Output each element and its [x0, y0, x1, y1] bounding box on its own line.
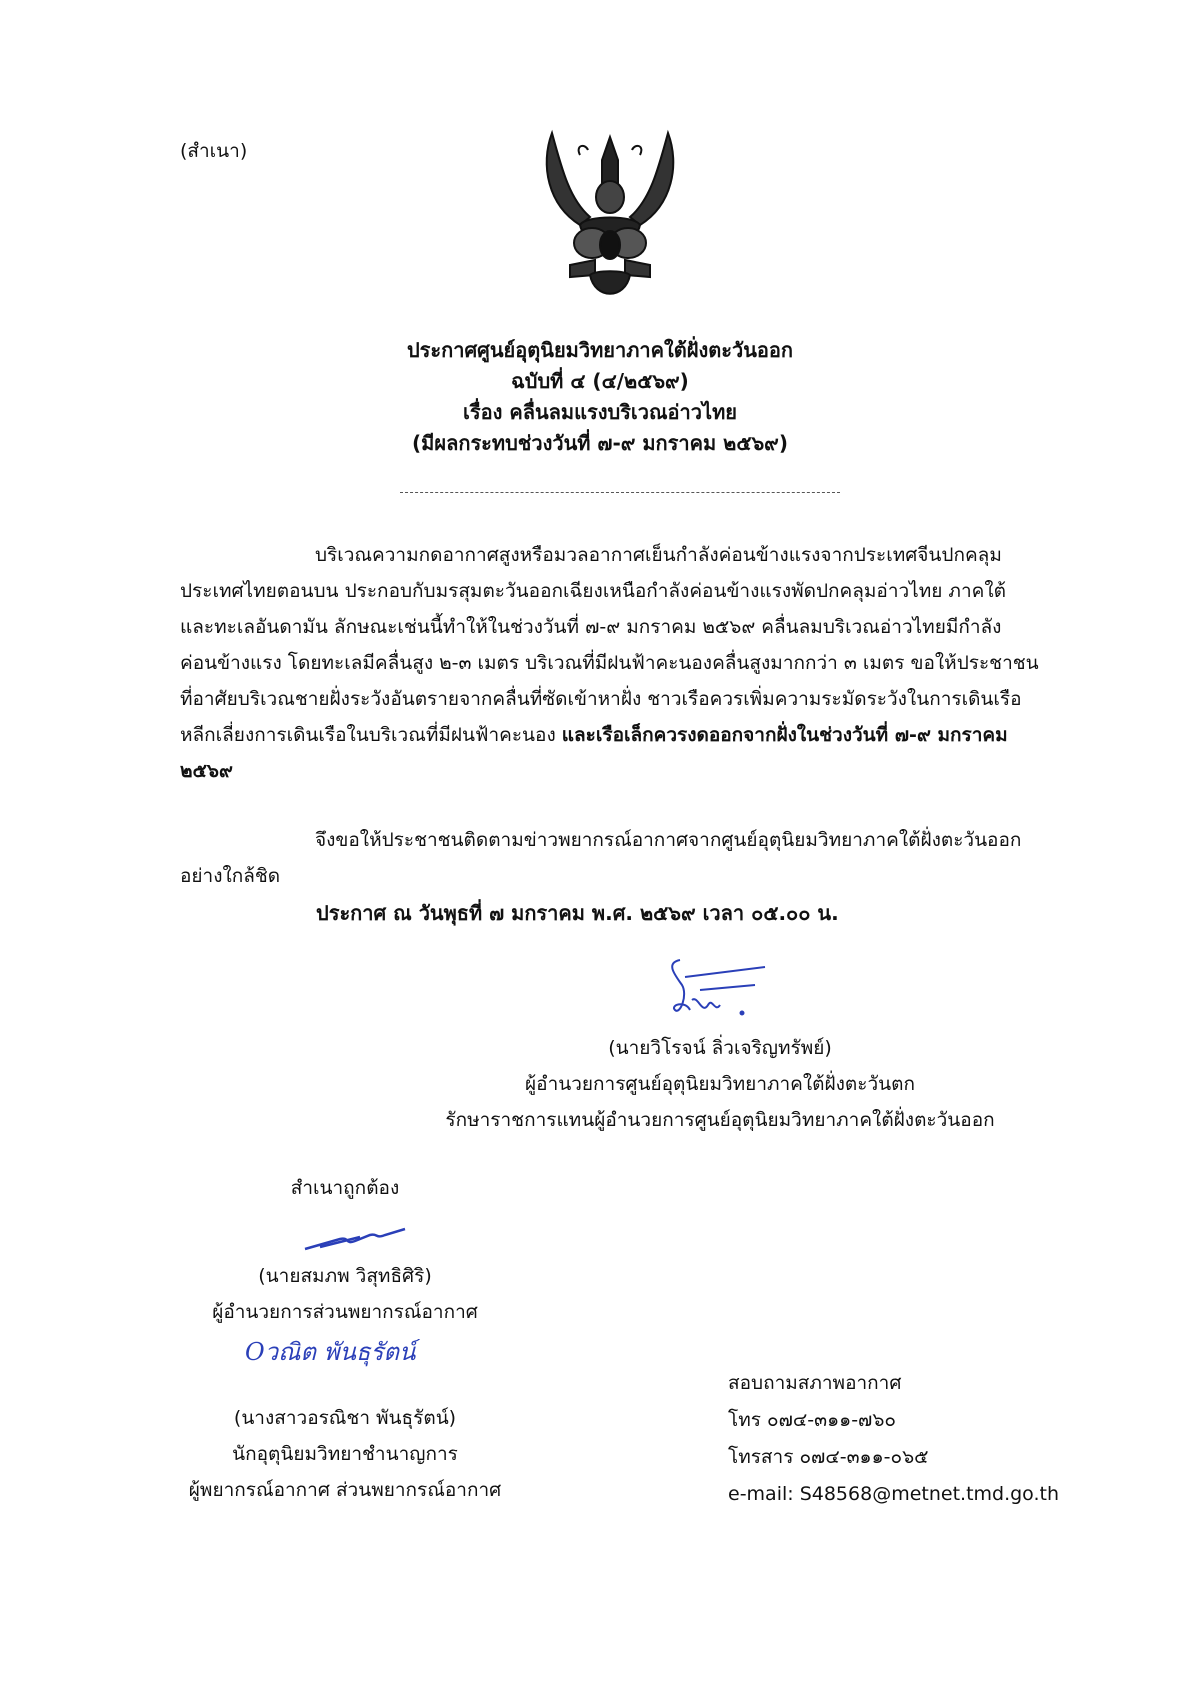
signer-3-role: ผู้พยากรณ์อากาศ ส่วนพยากรณ์อากาศ — [188, 1479, 502, 1501]
contact-title: สอบถามสภาพอากาศ — [728, 1372, 902, 1394]
heading-subject: เรื่อง คลื่นลมแรงบริเวณอ่าวไทย — [463, 400, 737, 424]
signer-1-name: (นายวิโรจน์ ลิ่วเจริญทรัพย์) — [608, 1037, 832, 1059]
body-line: บริเวณความกดอากาศสูงหรือมวลอากาศเย็นกำลังค่อนข้างแรงจากประเทศจีนปกคลุม — [315, 544, 1002, 566]
signer-1-position: ผู้อำนวยการศูนย์อุตุนิยมวิทยาภาคใต้ฝั่งตะวันตก — [525, 1073, 915, 1095]
signature-1-icon — [660, 955, 770, 1025]
small-boat-warning: และเรือเล็กควรงดออกจากฝั่งในช่วงวันที่ ๗-๙ มกราคม — [561, 724, 1008, 746]
body-line: ประเทศไทยตอนบน ประกอบกับมรสุมตะวันออกเฉียงเหนือกำลังค่อนข้างแรงพัดปกคลุมอ่าวไทย ภาคใต้ — [180, 580, 1006, 602]
heading-effective: (มีผลกระทบช่วงวันที่ ๗-๙ มกราคม ๒๕๖๙) — [412, 431, 788, 455]
announce-date: ประกาศ ณ วันพุธที่ ๗ มกราคม พ.ศ. ๒๕๖๙ เวลา ๐๕.๐๐ น. — [316, 901, 839, 925]
signer-1-block — [420, 1030, 1020, 1138]
signer-2-block — [180, 1258, 510, 1330]
signer-3-position: นักอุตุนิยมวิทยาชำนาญการ — [232, 1443, 458, 1465]
garuda-emblem-icon — [540, 125, 680, 300]
copy-label: (สำเนา) — [180, 140, 248, 162]
signature-2-icon — [300, 1225, 410, 1253]
follow-line: อย่างใกล้ชิด — [180, 865, 281, 887]
contact-phone: โทร ๐๗๔-๓๑๑-๗๖๐ — [728, 1409, 897, 1431]
body-line: ๒๕๖๙ — [180, 760, 233, 782]
body-line — [180, 717, 1075, 753]
body-paragraph — [180, 537, 1075, 789]
heading-issue: ฉบับที่ ๔ (๔/๒๕๖๙) — [511, 369, 689, 393]
contact-email[interactable]: e-mail: S48568@metnet.tmd.go.th — [728, 1483, 1060, 1505]
contact-block — [728, 1365, 1059, 1513]
signer-2-position: ผู้อำนวยการส่วนพยากรณ์อากาศ — [212, 1301, 478, 1323]
signer-1-acting: รักษาราชการแทนผู้อำนวยการศูนย์อุตุนิยมวิทยาภาคใต้ฝั่งตะวันออก — [445, 1109, 995, 1131]
body-line-normal: หลีกเลี่ยงการเดินเรือในบริเวณที่มีฝนฟ้าคะนอง — [180, 724, 562, 746]
signer-2-name: (นายสมภพ วิสุทธิศิริ) — [258, 1265, 432, 1287]
signer-3-block — [160, 1400, 530, 1508]
body-line: ค่อนข้างแรง โดยทะเลมีคลื่นสูง ๒-๓ เมตร บริเวณที่มีฝนฟ้าคะนองคลื่นสูงมากกว่า ๓ เมตร ขอให้ประชาชน — [180, 652, 1039, 674]
announcement-heading — [330, 335, 870, 459]
signer-3-name: (นางสาวอรณิชา พันธุรัตน์) — [233, 1407, 457, 1429]
signature-3: Oวณิต พันธุรัตน์ — [245, 1338, 416, 1366]
follow-paragraph — [180, 822, 1075, 894]
divider — [400, 492, 840, 493]
body-line: และทะเลอันดามัน ลักษณะเช่นนี้ทำให้ในช่วงวันที่ ๗-๙ มกราคม ๒๕๖๙ คลื่นลมบริเวณอ่าวไทยมีกำลัง — [180, 616, 1002, 638]
certified-copy-label: สำเนาถูกต้อง — [290, 1177, 400, 1199]
follow-line: จึงขอให้ประชาชนติดตามข่าวพยากรณ์อากาศจากศูนย์อุตุนิยมวิทยาภาคใต้ฝั่งตะวันออก — [315, 829, 1022, 851]
heading-title: ประกาศศูนย์อุตุนิยมวิทยาภาคใต้ฝั่งตะวันออก — [406, 338, 794, 362]
contact-fax: โทรสาร ๐๗๔-๓๑๑-๐๖๕ — [728, 1446, 929, 1468]
body-line: ที่อาศัยบริเวณชายฝั่งระวังอันตรายจากคลื่นที่ซัดเข้าหาฝั่ง ชาวเรือควรเพิ่มความระมัดระวังในการเดินเรือ — [180, 688, 1022, 710]
